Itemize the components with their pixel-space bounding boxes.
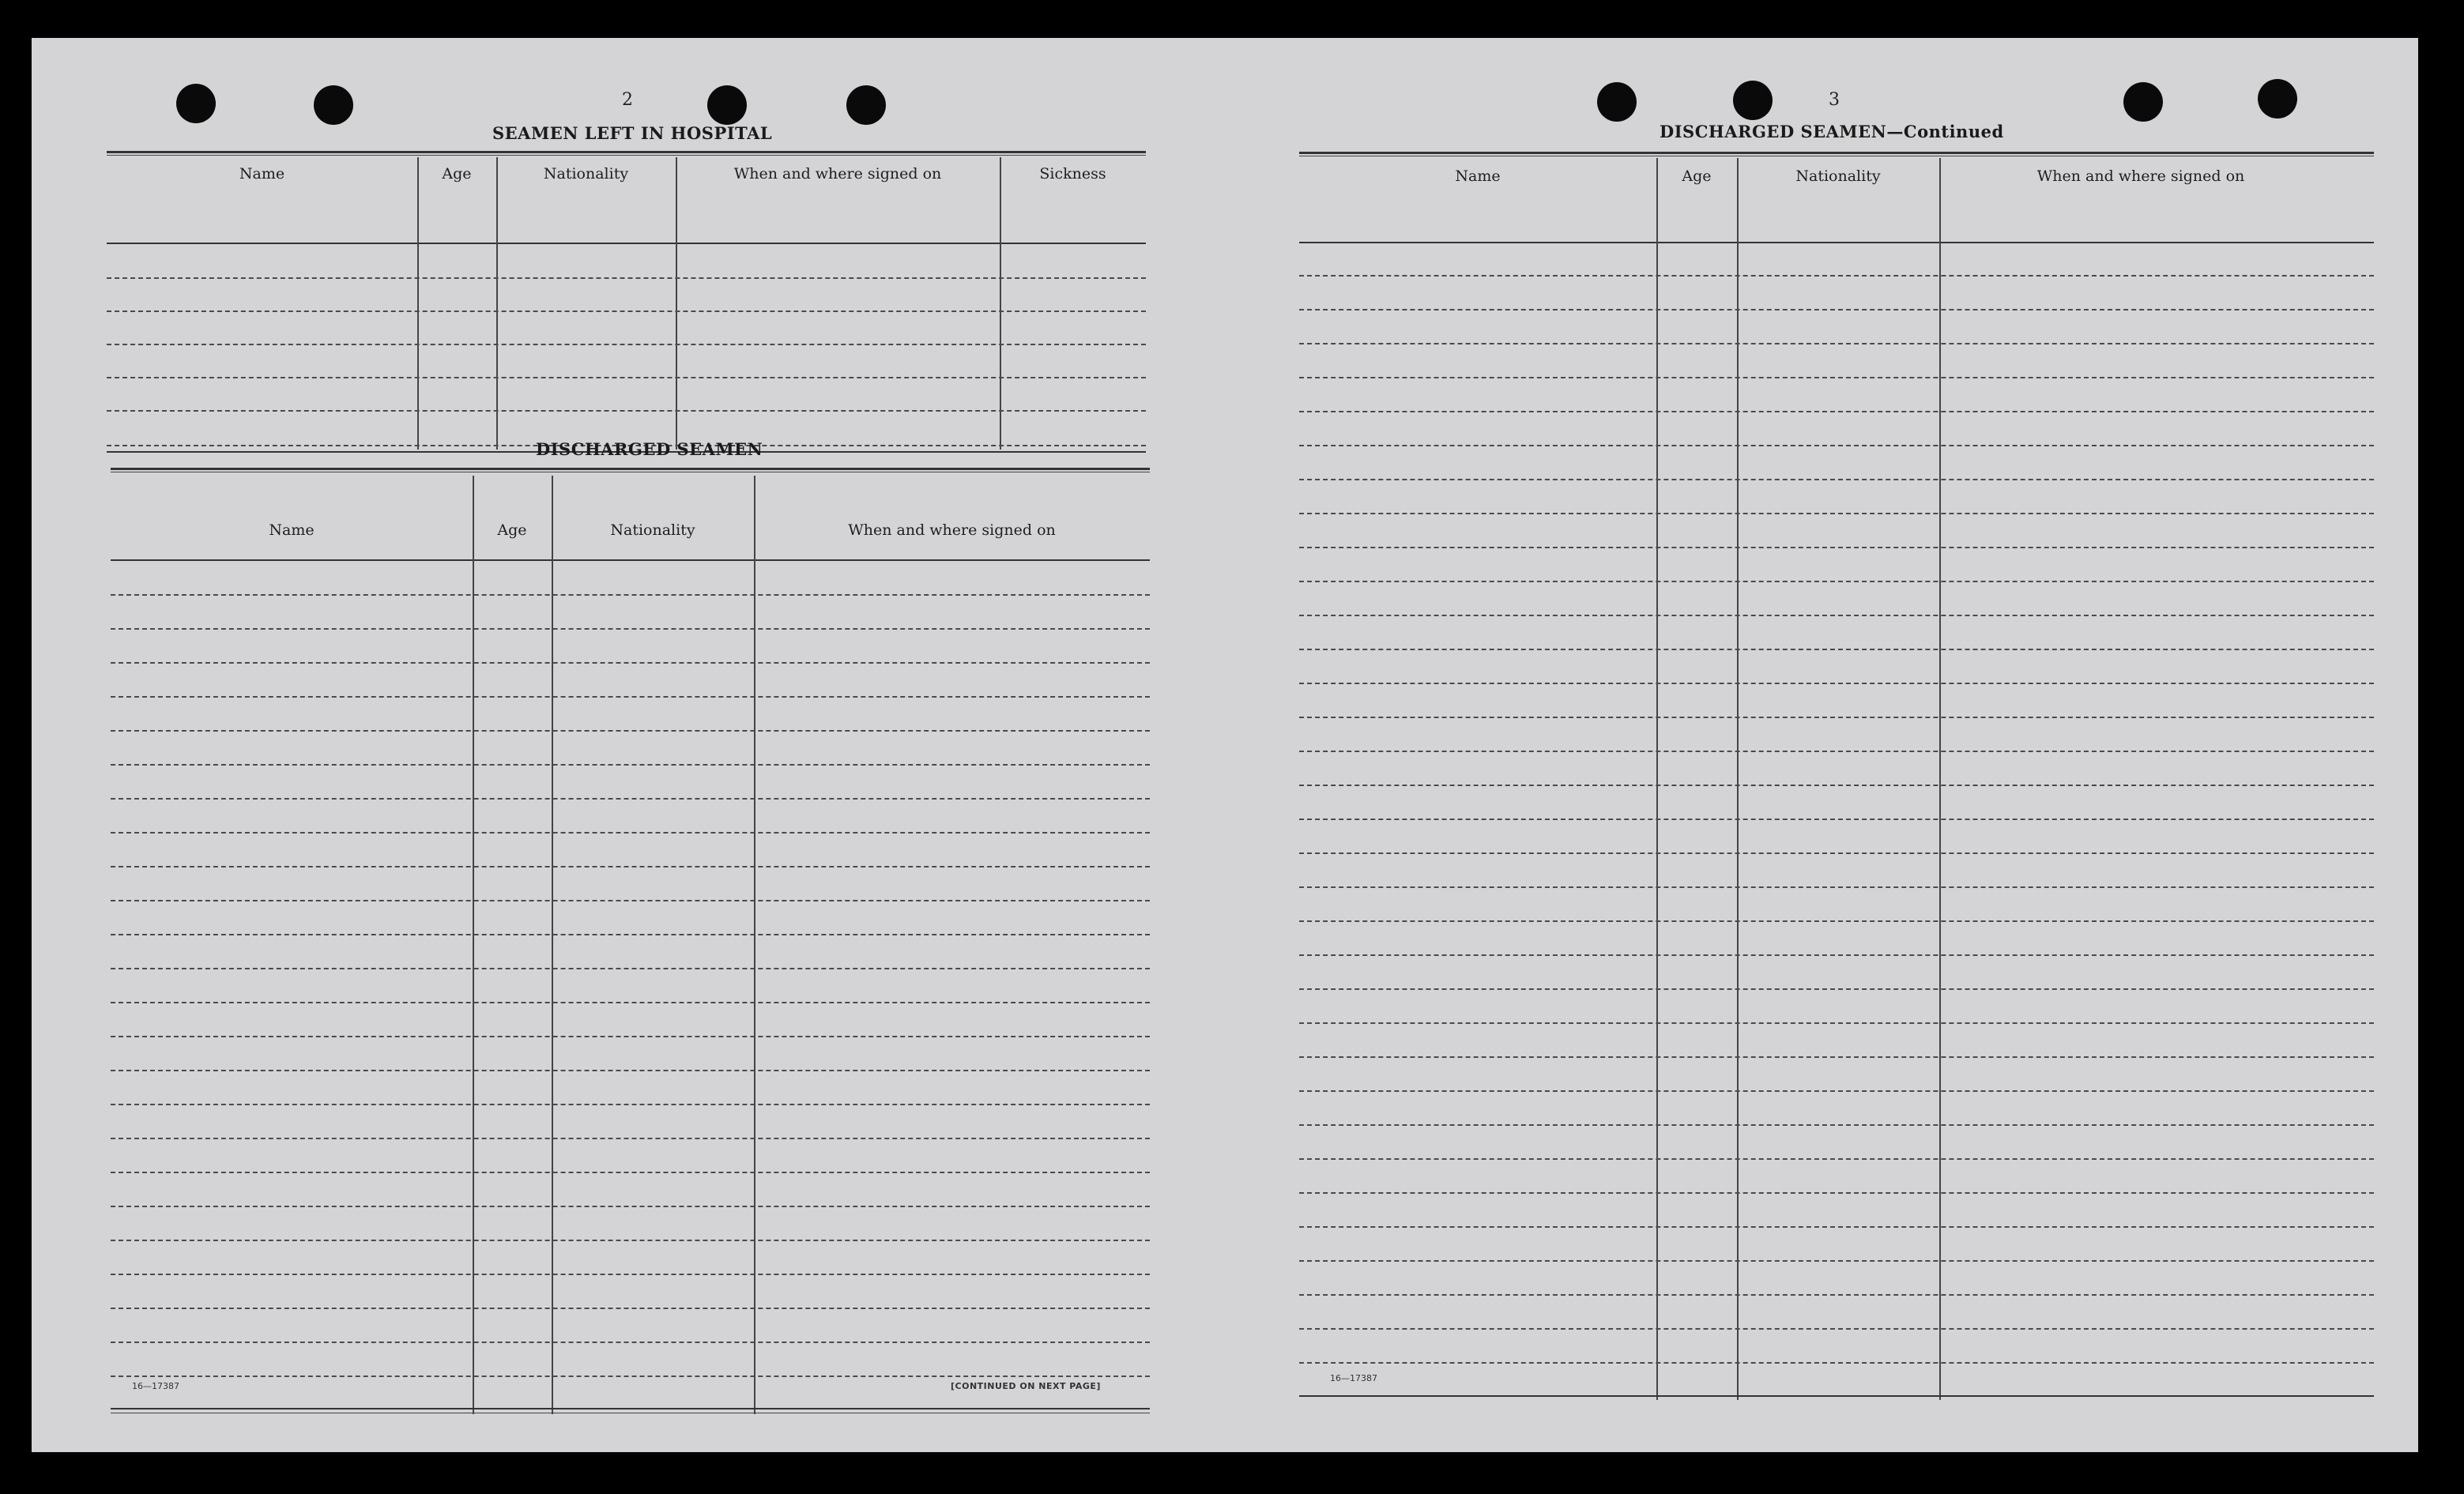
column-header: Age (442, 165, 472, 183)
column-header: Nationality (610, 521, 695, 539)
form-sheet (32, 38, 2418, 1452)
section-title: SEAMEN LEFT IN HOSPITAL (492, 123, 773, 143)
column-header: Nationality (543, 165, 629, 183)
section-title (1660, 122, 2004, 141)
punch-hole (707, 85, 747, 125)
section-title-main: DISCHARGED SEAMEN (1660, 122, 1887, 141)
column-header: Sickness (1039, 165, 1106, 183)
section-title-suffix: —Continued (1886, 122, 2004, 141)
column-header: Name (269, 521, 315, 539)
punch-hole (2123, 82, 2163, 122)
discharged-table (111, 468, 1150, 1422)
column-header: When and where signed on (848, 521, 1056, 539)
punch-hole (2258, 79, 2297, 119)
section-title: DISCHARGED SEAMEN (536, 439, 763, 459)
punch-hole (1733, 81, 1773, 120)
form-number: 16—17387 (132, 1381, 179, 1391)
punch-hole (846, 85, 886, 125)
page-number: 3 (1829, 90, 1840, 110)
column-header: Name (239, 165, 285, 183)
punch-hole (1597, 82, 1637, 122)
column-header: Age (497, 521, 527, 539)
page-number: 2 (622, 90, 633, 110)
discharged-continued-table (1299, 152, 2374, 1408)
form-number: 16—17387 (1330, 1373, 1377, 1383)
column-header: When and where signed on (733, 165, 942, 183)
punch-hole (314, 85, 353, 125)
column-header: Age (1682, 167, 1712, 185)
column-header: When and where signed on (2036, 167, 2245, 185)
punch-hole (176, 84, 216, 123)
column-header: Name (1455, 167, 1501, 185)
hospital-table (107, 151, 1146, 459)
continued-note: [CONTINUED ON NEXT PAGE] (951, 1381, 1101, 1391)
column-header: Nationality (1795, 167, 1881, 185)
